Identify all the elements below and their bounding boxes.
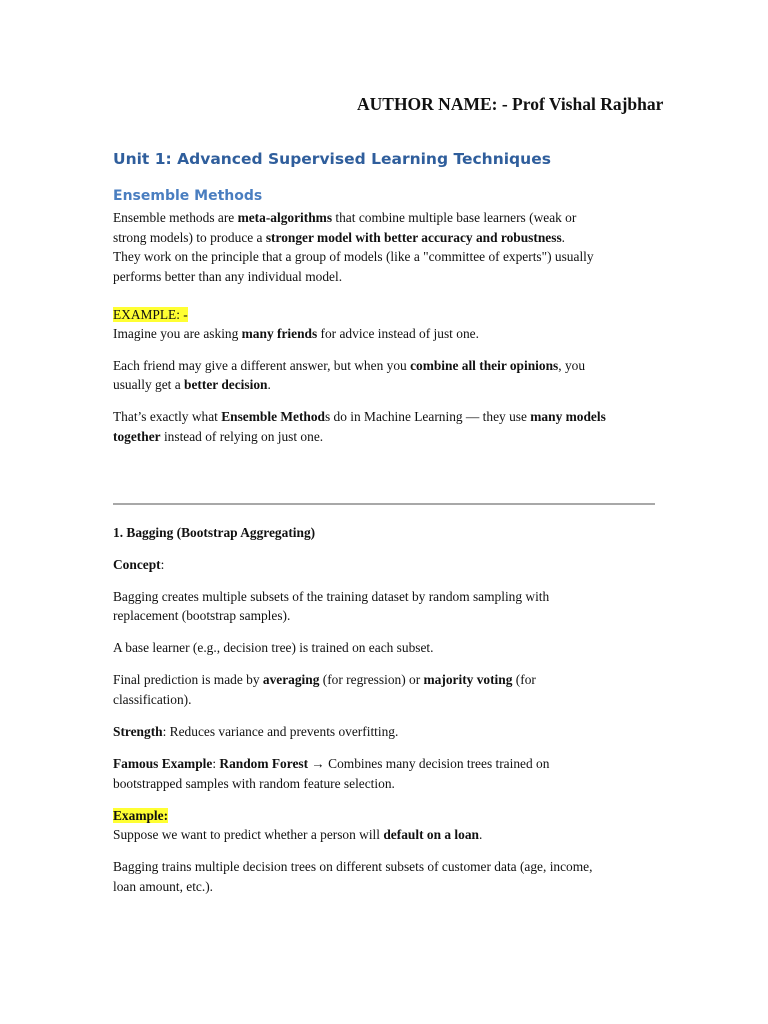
example-para2-line-1 bbox=[113, 356, 585, 376]
concept-line: Concept: bbox=[113, 557, 165, 572]
text-run: loan amount, etc.). bbox=[113, 879, 214, 894]
bold-run: many friends bbox=[241, 326, 318, 341]
bold-run: better decision bbox=[184, 377, 268, 392]
bagging-p3-line-1 bbox=[113, 670, 536, 690]
bagging-example2-line-1 bbox=[113, 857, 592, 877]
famous-example-line-1 bbox=[113, 754, 549, 774]
bold-run: 1. Bagging (Bootstrap Aggregating) bbox=[113, 525, 316, 540]
text-run: → Combines many decision trees trained on bbox=[308, 756, 550, 771]
text-run: replacement (bootstrap samples). bbox=[113, 608, 291, 623]
bagging-p1-line-1 bbox=[113, 587, 549, 607]
bold-run: default on a loan bbox=[383, 827, 479, 842]
bagging-p3-line-2 bbox=[113, 690, 191, 710]
example-line-1 bbox=[113, 324, 479, 344]
text-run: : Reduces variance and prevents overfitting. bbox=[162, 724, 399, 739]
text-run: performs better than any individual model. bbox=[113, 269, 343, 284]
text-run: Suppose we want to predict whether a person will bbox=[113, 827, 384, 842]
text-run: : bbox=[212, 756, 220, 771]
text-run: strong models) to produce a bbox=[113, 230, 266, 245]
bold-run: stronger model with better accuracy and robustness bbox=[265, 230, 562, 245]
text-run: s do in Machine Learning — they use bbox=[325, 409, 531, 424]
bagging-example-line-1 bbox=[113, 825, 482, 845]
bold-run: many models bbox=[530, 409, 606, 424]
bagging-example-label-line bbox=[113, 806, 168, 826]
text-run: Each friend may give a different answer, but when you bbox=[113, 358, 411, 373]
concept-label: Concept bbox=[113, 557, 161, 572]
para-ensemble-line-1 bbox=[113, 208, 576, 228]
bagging-p2 bbox=[113, 638, 434, 658]
bold-run: combine all their opinions bbox=[410, 358, 559, 373]
text-run: instead of relying on just one. bbox=[160, 429, 324, 444]
strength-line bbox=[113, 722, 398, 742]
text-run: classification). bbox=[113, 692, 192, 707]
text-run: bootstrapped samples with random feature selection. bbox=[113, 776, 395, 791]
bold-run: Random Forest bbox=[219, 756, 309, 771]
para-ensemble-line-2 bbox=[113, 228, 565, 248]
bold-run: Famous Example bbox=[113, 756, 213, 771]
text-run: . bbox=[267, 377, 271, 392]
example-para3-line-1 bbox=[113, 407, 606, 427]
text-run: That’s exactly what bbox=[113, 409, 222, 424]
bagging-heading bbox=[113, 523, 315, 543]
text-run: for advice instead of just one. bbox=[317, 326, 479, 341]
text-run: Imagine you are asking bbox=[113, 326, 242, 341]
text-run: , you bbox=[558, 358, 586, 373]
bold-run: majority voting bbox=[423, 672, 513, 687]
horizontal-divider bbox=[113, 503, 655, 505]
example-para2-line-2 bbox=[113, 375, 271, 395]
bold-run: Ensemble Method bbox=[221, 409, 325, 424]
unit-title: Unit 1: Advanced Supervised Learning Techniques bbox=[113, 150, 551, 168]
section-heading-ensemble: Ensemble Methods bbox=[113, 188, 263, 204]
example-highlight-label: Example: bbox=[113, 808, 169, 823]
text-run: Ensemble methods are bbox=[113, 210, 238, 225]
bold-run: averaging bbox=[262, 672, 320, 687]
text-run: (for bbox=[512, 672, 536, 687]
text-run: Final prediction is made by bbox=[113, 672, 263, 687]
para-ensemble-line-3 bbox=[113, 247, 594, 267]
example-para3-line-2 bbox=[113, 427, 323, 447]
para-ensemble-line-4 bbox=[113, 267, 342, 287]
text-run: . bbox=[561, 230, 566, 245]
strength-label: Strength bbox=[113, 724, 163, 739]
text-run: Bagging trains multiple decision trees on different subsets of customer data (age, income, bbox=[113, 859, 593, 874]
text-run: . bbox=[478, 827, 483, 842]
text-run: A base learner (e.g., decision tree) is trained on each subset. bbox=[113, 640, 434, 655]
example-label-line bbox=[113, 305, 188, 325]
text-run: They work on the principle that a group of models (like a "committee of experts") usually bbox=[113, 249, 594, 264]
bagging-p1-line-2 bbox=[113, 606, 290, 626]
text-run: (for regression) or bbox=[319, 672, 424, 687]
bold-run: together bbox=[113, 429, 161, 444]
bagging-example2-line-2 bbox=[113, 877, 213, 897]
text-run: usually get a bbox=[113, 377, 185, 392]
text-run: Bagging creates multiple subsets of the training dataset by random sampling with bbox=[113, 589, 550, 604]
text-run: that combine multiple base learners (weak or bbox=[332, 210, 577, 225]
bold-run: meta-algorithms bbox=[237, 210, 333, 225]
famous-example-line-2 bbox=[113, 774, 395, 794]
author-name: AUTHOR NAME: - Prof Vishal Rajbhar bbox=[357, 94, 664, 114]
example-highlight-label: EXAMPLE: - bbox=[113, 307, 188, 322]
